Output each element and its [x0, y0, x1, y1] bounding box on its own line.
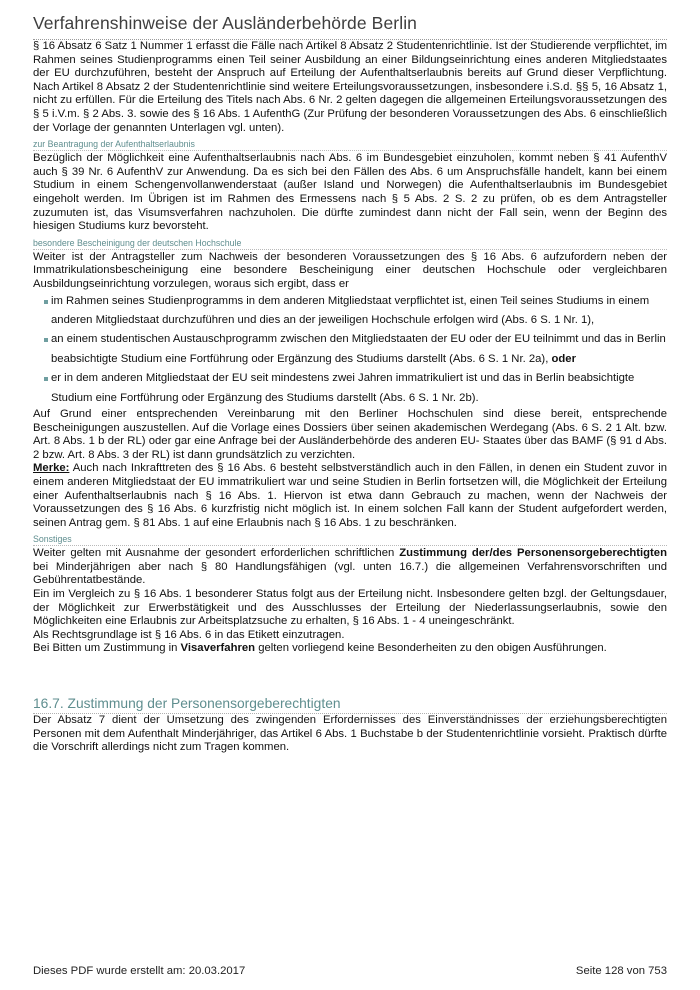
- sonstiges-p1-text-end: bei Minderjährigen aber nach § 80 Handlungsfähigen (vgl. unten 16.7.) die allgemeinen Verfahrensvorschriften und Gebührentatbestände.: [33, 560, 667, 587]
- subheading-bescheinigung: besondere Bescheinigung der deutschen Hochschule: [33, 238, 667, 250]
- sonstiges-p1-bold: Zustimmung der/des Personensorgeberechtigten: [399, 547, 667, 560]
- document-title: Verfahrenshinweise der Ausländerbehörde Berlin: [33, 13, 667, 40]
- sonstiges-p4-bold: Visaverfahren: [180, 642, 256, 655]
- square-bullet-icon: [44, 300, 48, 304]
- sonstiges-p3: Als Rechtsgrundlage ist § 16 Abs. 6 in das Etikett einzutragen.: [33, 628, 345, 641]
- square-bullet-icon: [44, 338, 48, 342]
- footer-page-number: Seite 128 von 753: [575, 965, 667, 977]
- subheading-beantragung: zur Beantragung der Aufenthaltserlaubnis: [33, 139, 667, 151]
- list-item-text: er in dem anderen Mitgliedstaat der EU seit mindestens zwei Jahren immatrikuliert ist und das in Berlin beabsichtigte Studium eine Fortführung oder Ergänzung des Studiums darstellt (Abs. 6 S. 1 Nr. 2b).: [51, 372, 635, 404]
- list-item-text: im Rahmen seines Studienprogramms in dem anderen Mitgliedstaat verpflichtet ist, einen Teil seines Studiums in einem anderen Mitgliedstaat durchzuführen und dies an der jeweiligen Hochschule erfolgen wird (Abs. 6 S. 1 Nr. 1),: [51, 294, 650, 326]
- sonstiges-p4-text-end: gelten vorliegend keine Besonderheiten zu den obigen Ausführungen.: [255, 642, 607, 655]
- beantragung-paragraph: Bezüglich der Möglichkeit eine Aufenthaltserlaubnis nach Abs. 6 im Bundesgebiet einzuholen, kommt neben § 41 AufenthV auch § 39 Nr. 6 AufenthV zur Anwendung. Da es sich bei den Fällen des Abs. 6 um Anspruchsfälle handelt, kann bei einem Studium in einem Schengenvollanwenderstaat (außer Island und Norwegen) die Aufenthaltserlaubnis im Bundesgebiet eingeholt werden. Im Übrigen ist im Rahmen des Ermessens nach § 5 Abs. 2 S. 2 zu prüfen, ob es dem Antragsteller zuzumuten ist, das Visumsverfahren nachzuholen. Die dürfte zumindest dann nicht der Fall sein, wenn der Beginn des hiesigen Studiums kurz bevorsteht.: [33, 152, 667, 233]
- section-title-16-7: 16.7. Zustimmung der Personensorgeberechtigten: [33, 696, 667, 714]
- merke-text: Auch nach Inkrafttreten des § 16 Abs. 6 besteht selbstverständlich auch in den Fällen, in denen ein Student zuvor in einem anderen Mitgliedstaat der EU immatrikuliert war und seine Studien in Berlin fortsetzen will, die Möglichkeit der Erteilung einer Aufenthaltserlaubnis nach § 16 Abs. 1. Hiervon ist etwa dann Gebrauch zu machen, wenn der Nachweis der Voraussetzungen des § 16 Abs. 6 kurzfristig nicht möglich ist. In einem solchen Fall kann der Student aufgefordert werden, seinen Antrag gem. § 81 Abs. 1 auf eine Erlaubnis nach § 16 Abs. 1 zu beschränken.: [33, 462, 667, 529]
- square-bullet-icon: [44, 377, 48, 381]
- bescheinigung-after: Auf Grund einer entsprechenden Vereinbarung mit den Berliner Hochschulen sind diese bereit, entsprechende Bescheinigungen auszustellen. Auf die Vorlage eines Dossiers über seinen akademischen Werdegang (Abs. 6 S. 2 1 Alt. bzw. Art. 8 Abs. 1 b der RL) oder gar eine Anfrage bei der Ausländerbehörde des anderen EU- Staates über das BAMF (§ 91 d Abs. 2 bzw. Art. 8 Abs. 3 der RL) ist dann grundsätzlich zu verzichten.: [33, 407, 667, 461]
- sonstiges-p1-text: Weiter gelten mit Ausnahme der gesondert erforderlichen schriftlichen: [33, 547, 400, 560]
- requirements-list: [33, 292, 667, 408]
- sonstiges-p1: [33, 547, 667, 588]
- list-item: [45, 292, 667, 331]
- section-16-7-paragraph: Der Absatz 7 dient der Umsetzung des zwingenden Erfordernisses des Einverständnisses der erziehungsberechtigten Personen mit dem Aufenthalt Minderjähriger, das Artikel 6 Abs. 1 Buchstabe b der Studentenrichtlinie vorsieht. Praktisch dürfte die Vorschrift allerdings nicht zum Tragen kommen.: [33, 714, 667, 754]
- sonstiges-p2: Ein im Vergleich zu § 16 Abs. 1 besonderer Status folgt aus der Erteilung nicht. Insbesondere gelten bzgl. der Geltungsdauer, der Möglichkeit zur Erwerbstätigkeit und des Ausschlusses der Erteilung der Niederlassungserlaubnis, sowie den Möglichkeiten eine Erlaubnis zur Arbeitsplatzsuche zu erhalten, § 16 Abs. 1 - 4 uneingeschränkt.: [33, 588, 667, 628]
- footer-created-date: Dieses PDF wurde erstellt am: 20.03.2017: [33, 965, 246, 977]
- document-page: [33, 0, 667, 755]
- page-footer: [33, 965, 667, 977]
- sonstiges-p4: [33, 642, 667, 656]
- list-item: [45, 369, 667, 408]
- subheading-sonstiges: Sonstiges: [33, 534, 667, 546]
- merke-label: Merke:: [33, 462, 70, 475]
- list-item-bold-suffix: oder: [551, 352, 576, 365]
- bescheinigung-lead: Weiter ist der Antragsteller zum Nachweis der besonderen Voraussetzungen des § 16 Abs. 6 aufzufordern neben der Immatrikulationsbescheinigung eine besondere Bescheinigung einer deutschen Hochschule oder vergleichbaren Ausbildungseinrichtung vorzulegen, woraus sich ergibt, dass er: [33, 250, 667, 290]
- intro-paragraph: § 16 Absatz 6 Satz 1 Nummer 1 erfasst die Fälle nach Artikel 8 Absatz 2 Studentenrichtlinie. Ist der Studierende verpflichtet, im Rahmen seines Studienprogramms einen Teil seiner Ausbildung an einer Bildungseinrichtung eines anderen Mitgliedstaates der EU durchzuführen, besteht der Anspruch auf Erteilung der Aufenthaltserlaubnis bereits auf Grund dieser Verpflichtung. Nach Artikel 8 Absatz 2 der Studentenrichtlinie sind weitere Erteilungsvoraussetzungen, insbesondere i.S.d. §§ 5, 16 Absatz 1, nicht zu erfüllen. Für die Erteilung des Titels nach Abs. 6 Nr. 2 gelten dagegen die allgemeinen Erteilungsvoraussetzungen des § 5 i.V.m. § 2 Abs. 3. sowie des § 16 Abs. 1 AufenthG (Zur Prüfung der besonderen Voraussetzungen des Abs. 6 einschließlich der Vorlage der genannten Unterlagen vgl. unten).: [33, 40, 667, 134]
- merke-paragraph: [33, 462, 667, 530]
- sonstiges-p4-text: Bei Bitten um Zustimmung in: [33, 642, 181, 655]
- list-item-text-wrap: [45, 330, 667, 369]
- list-item: [45, 330, 667, 369]
- list-item-text: an einem studentischen Austauschprogramm zwischen den Mitgliedstaaten der EU oder der EU teilnimmt und das in Berlin beabsichtigte Studium eine Fortführung oder Ergänzung des Studiums darstellt (Abs. 6 S. 1 Nr. 2a),: [51, 333, 666, 365]
